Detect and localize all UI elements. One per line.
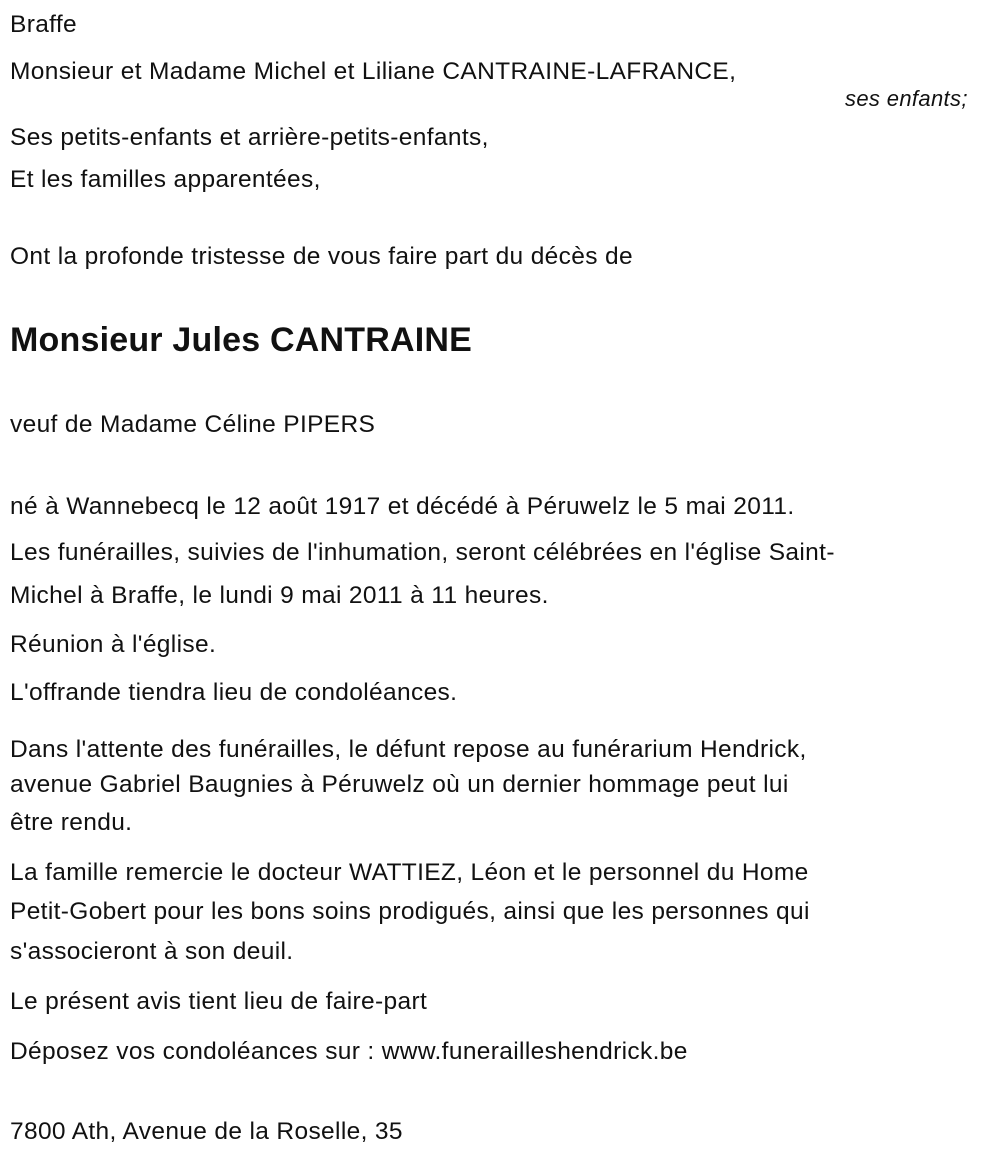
condolences-line: [10, 1037, 688, 1067]
grandchildren-line: Ses petits-enfants et arrière-petits-enfants,: [10, 124, 489, 151]
widower-of: veuf de Madame Céline PIPERS: [10, 411, 376, 438]
wake-line: avenue Gabriel Baugnies à Péruwelz où un dernier hommage peut lui: [10, 771, 789, 798]
wake-line: être rendu.: [10, 809, 133, 836]
funeral-line: Les funérailles, suivies de l'inhumation, seront célébrées en l'église Saint-: [10, 539, 835, 566]
notice: Le présent avis tient lieu de faire-part: [10, 988, 428, 1015]
wake-line: Dans l'attente des funérailles, le défunt repose au funérarium Hendrick,: [10, 736, 807, 763]
address: 7800 Ath, Avenue de la Roselle, 35: [10, 1118, 403, 1145]
offering: L'offrande tiendra lieu de condoléances.: [10, 679, 458, 706]
thanks-line: s'associeront à son deuil.: [10, 938, 294, 965]
children-role: ses enfants;: [845, 86, 968, 111]
relatives-line: Et les familles apparentées,: [10, 166, 321, 193]
meeting: Réunion à l'église.: [10, 631, 217, 658]
children-line: Monsieur et Madame Michel et Liliane CANTRAINE-LAFRANCE,: [10, 58, 737, 85]
thanks-line: Petit-Gobert pour les bons soins prodigués, ainsi que les personnes qui: [10, 898, 810, 925]
place: Braffe: [10, 11, 78, 38]
condolences-prefix: Déposez vos condoléances sur :: [10, 1038, 382, 1065]
birth-death: né à Wannebecq le 12 août 1917 et décédé à Péruwelz le 5 mai 2011.: [10, 493, 795, 520]
funeral-line: Michel à Braffe, le lundi 9 mai 2011 à 11 heures.: [10, 582, 549, 609]
deceased-name: Monsieur Jules CANTRAINE: [10, 321, 472, 359]
condolences-link[interactable]: www.funerailleshendrick.be: [381, 1038, 688, 1065]
announcement: Ont la profonde tristesse de vous faire part du décès de: [10, 243, 633, 270]
thanks-line: La famille remercie le docteur WATTIEZ, Léon et le personnel du Home: [10, 859, 809, 886]
